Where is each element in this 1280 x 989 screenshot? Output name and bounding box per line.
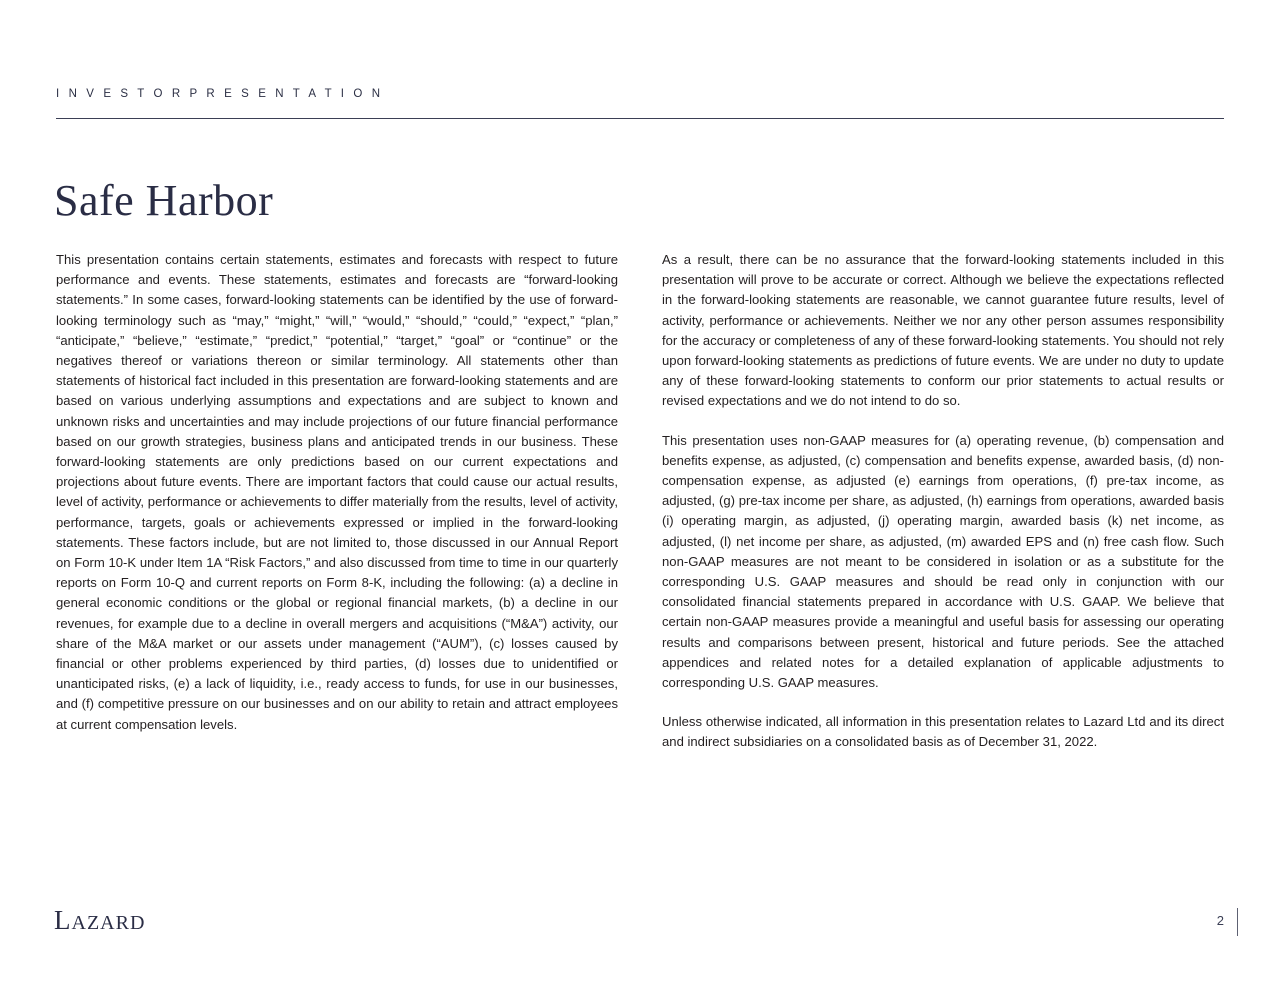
paragraph: Unless otherwise indicated, all information in this presentation relates to Lazard Ltd and its direct and indirect subsidiaries on a consolidated basis as of December 31, 2022.	[662, 714, 1224, 750]
presentation-eyebrow: I N V E S T O R P R E S E N T A T I O N	[56, 88, 384, 100]
page-title: Safe Harbor	[54, 176, 274, 226]
header-divider	[56, 118, 1224, 119]
logo-initial: L	[54, 905, 72, 935]
logo-wordmark: AZARD	[71, 912, 146, 934]
paragraph: As a result, there can be no assurance that the forward-looking statements included in this presentation will prove to be accurate or correct. Although we believe the expectations reflected in the forward-looking statements are reasonable, we cannot guarantee future results, level of activity, performance or achievements. Neither we nor any other person assumes responsibility for the accuracy or completeness of any of these forward-looking statements. You should not rely upon forward-looking statements as predictions of future events. We are under no duty to update any of these forward-looking statements to conform our prior statements to actual results or revised expectations and we do not intend to do so.	[662, 252, 1224, 409]
lazard-logo	[54, 905, 145, 936]
page-number: 2	[1216, 913, 1224, 928]
body-column-right	[662, 250, 1224, 753]
paragraph: This presentation uses non-GAAP measures for (a) operating revenue, (b) compensation and benefits expense, as adjusted, (c) compensation and benefits expense, awarded basis, (d) non-compensation expense, as adjusted (e) earnings from operations, (f) pre-tax income, as adjusted, (g) pre-tax income per share, as adjusted, (h) earnings from operations, awarded basis (i) operating margin, as adjusted, (j) operating margin, awarded basis (k) net income, as adjusted, (l) net income per share, as adjusted, (m) awarded EPS and (n) free cash flow. Such non-GAAP measures are not meant to be considered in isolation or as a substitute for the corresponding U.S. GAAP measures and should be read only in conjunction with our consolidated financial statements prepared in accordance with U.S. GAAP. We believe that certain non-GAAP measures provide a meaningful and useful basis for assessing our operating results and comparisons between present, historical and future periods. See the attached appendices and related notes for a detailed explanation of applicable adjustments to corresponding U.S. GAAP measures.	[662, 432, 1224, 691]
body-column-left	[56, 250, 618, 735]
page-number-divider	[1237, 908, 1238, 936]
paragraph: This presentation contains certain statements, estimates and forecasts with respect to future performance and events. These statements, estimates and forecasts are “forward-looking statements.” In some cases, forward-looking statements can be identified by the use of forward-looking terminology such as “may,” “might,” “will,” “would,” “should,” “could,” “expect,” “plan,” “anticipate,” “believe,” “estimate,” “predict,” “potential,” “target,” “goal” or “continue” or the negatives thereof or variations thereon or similar terminology. All statements other than statements of historical fact included in this presentation are forward-looking statements and are based on various underlying assumptions and expectations and are subject to known and unknown risks and uncertainties and may include projections of our future financial performance based on our growth strategies, business plans and anticipated trends in our business. These forward-looking statements are only predictions based on our current expectations and projections about future events. There are important factors that could cause our actual results, level of activity, performance or achievements to differ materially from the results, level of activity, performance, targets, goals or achievements expressed or implied in the forward-looking statements. These factors include, but are not limited to, those discussed in our Annual Report on Form 10-K under Item 1A “Risk Factors,” and also discussed from time to time in our quarterly reports on Form 10-Q and current reports on Form 8-K, including the following: (a) a decline in general economic conditions or the global or regional financial markets, (b) a decline in our revenues, for example due to a decline in overall mergers and acquisitions (“M&A”) activity, our share of the M&A market or our assets under management (“AUM”), (c) losses caused by financial or other problems experienced by third parties, (d) losses due to unidentified or unanticipated risks, (e) a lack of liquidity, i.e., ready access to funds, for use in our businesses, and (f) competitive pressure on our businesses and on our ability to retain and attract employees at current compensation levels.	[56, 252, 618, 732]
